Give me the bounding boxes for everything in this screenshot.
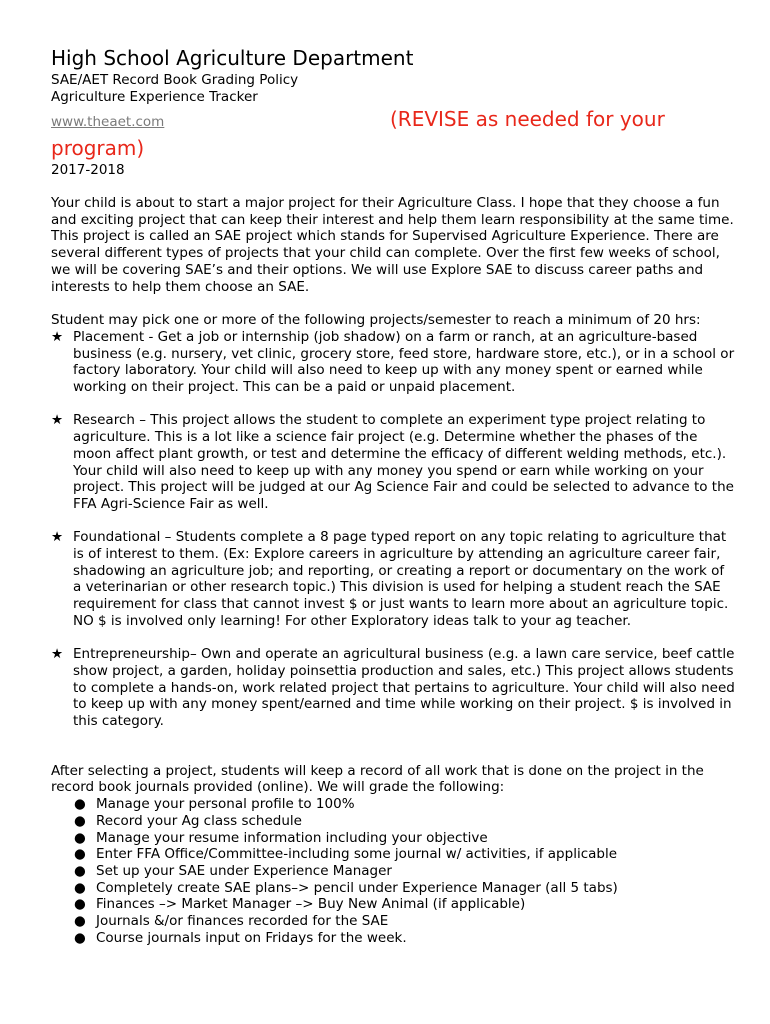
intro-paragraph: Your child is about to start a major project for their Agriculture Class. I hope that they choose a fun and exciting project that can keep their interest and help them learn responsibility at the same time. This project is called an SAE project which stands for Supervised Agriculture Experience. There are several different types of projects that your child can complete. Over the first few weeks of school, we will be covering SAE’s and their options. We will use Explore SAE to discuss career paths and interests to help them choose an SAE. bbox=[51, 195, 734, 295]
list-item-text: Finances –> Market Manager –> Buy New Animal (if applicable) bbox=[96, 896, 526, 913]
list-item-text: Entrepreneurship– Own and operate an agricultural business (e.g. a lawn care service, beef cattle show project, a garden, holiday poinsettia production and sales, etc.) This project allows students to complete a hands-on, work related project that pertains to agriculture. Your child will also need to keep up with any money spent/earned and time while working on their project. $ is involved in this category. bbox=[73, 646, 735, 730]
document-title: High School Agriculture Department bbox=[51, 46, 414, 70]
dot-bullet-icon: ● bbox=[74, 862, 86, 879]
list-item-text: Research – This project allows the student to complete an experiment type project relating to agriculture. This is a lot like a science fair project (e.g. Determine whether the phases of the moon affect plant growth, or test and determine the efficacy of different welding methods, etc.). Your child will also need to keep up with any money you spend or earn while working on your project. This project will be judged at our Ag Science Fair and could be selected to advance to the FFA Agri-Science Fair as well. bbox=[73, 412, 734, 512]
list-item-text: Record your Ag class schedule bbox=[96, 812, 302, 829]
revise-note-continued: program) bbox=[51, 136, 145, 160]
grading-item bbox=[51, 880, 736, 897]
project-placement bbox=[51, 329, 736, 396]
grading-item bbox=[51, 863, 736, 880]
dot-bullet-icon: ● bbox=[74, 812, 86, 829]
dot-bullet-icon: ● bbox=[74, 879, 86, 896]
list-item-text: Enter FFA Office/Committee-including some journal w/ activities, if applicable bbox=[96, 846, 618, 863]
grading-item bbox=[51, 830, 736, 847]
dot-bullet-icon: ● bbox=[74, 896, 86, 913]
website-link[interactable]: www.theaet.com bbox=[51, 114, 165, 130]
grading-list bbox=[51, 796, 736, 946]
project-entrepreneurship bbox=[51, 646, 736, 730]
list-item-text: Journals &/or finances recorded for the SAE bbox=[96, 913, 389, 930]
revise-note: (REVISE as needed for your bbox=[390, 107, 665, 131]
list-item-text: Foundational – Students complete a 8 page typed report on any topic relating to agriculture that is of interest to them. (Ex: Explore careers in agriculture by attending an agriculture career fair, shadowing an agriculture job; and reporting, or creating a report or documentary on the work of a veterinarian or other research topic.) This division is used for helping a student reach the SAE requirement for class that cannot invest $ or just wants to learn more about an agriculture topic. NO $ is involved only learning! For other Exploratory ideas talk to your ag teacher. bbox=[73, 529, 729, 629]
link-row bbox=[51, 107, 736, 135]
dot-bullet-icon: ● bbox=[74, 929, 86, 946]
list-item-text: Placement - Get a job or internship (job shadow) on a farm or ranch, at an agriculture-based business (e.g. nursery, vet clinic, grocery store, feed store, hardware store, etc.), or in a school or factory laboratory. Your child will also need to keep up with any money spent or earned while working on their project. This can be a paid or unpaid placement. bbox=[73, 328, 735, 396]
grading-intro: After selecting a project, students will keep a record of all work that is done on the project in the record book journals provided (online). We will grade the following: bbox=[51, 762, 704, 796]
grading-item bbox=[51, 913, 736, 930]
list-item-text: Manage your resume information including your objective bbox=[96, 829, 488, 846]
star-bullet-icon: ★ bbox=[51, 328, 64, 345]
list-item-text: Manage your personal profile to 100% bbox=[96, 796, 355, 813]
dot-bullet-icon: ● bbox=[74, 796, 86, 813]
dot-bullet-icon: ● bbox=[74, 846, 86, 863]
grading-item bbox=[51, 930, 736, 947]
project-type-list bbox=[51, 329, 736, 730]
subtitle-tracker: Agriculture Experience Tracker bbox=[51, 89, 258, 105]
star-bullet-icon: ★ bbox=[51, 529, 64, 546]
project-foundational bbox=[51, 529, 736, 629]
document-page bbox=[51, 44, 736, 946]
grading-item bbox=[51, 896, 736, 913]
dot-bullet-icon: ● bbox=[74, 913, 86, 930]
dot-bullet-icon: ● bbox=[74, 829, 86, 846]
star-bullet-icon: ★ bbox=[51, 646, 64, 663]
project-options-intro: Student may pick one or more of the following projects/semester to reach a minimum of 20 hrs: bbox=[51, 312, 701, 329]
subtitle-grading-policy: SAE/AET Record Book Grading Policy bbox=[51, 72, 299, 88]
school-year: 2017-2018 bbox=[51, 162, 125, 178]
project-research bbox=[51, 412, 736, 512]
grading-item bbox=[51, 846, 736, 863]
list-item-text: Completely create SAE plans–> pencil under Experience Manager (all 5 tabs) bbox=[96, 879, 618, 896]
list-item-text: Set up your SAE under Experience Manager bbox=[96, 862, 392, 879]
list-item-text: Course journals input on Fridays for the week. bbox=[96, 929, 407, 946]
star-bullet-icon: ★ bbox=[51, 412, 64, 429]
grading-item bbox=[51, 796, 736, 813]
grading-item bbox=[51, 813, 736, 830]
